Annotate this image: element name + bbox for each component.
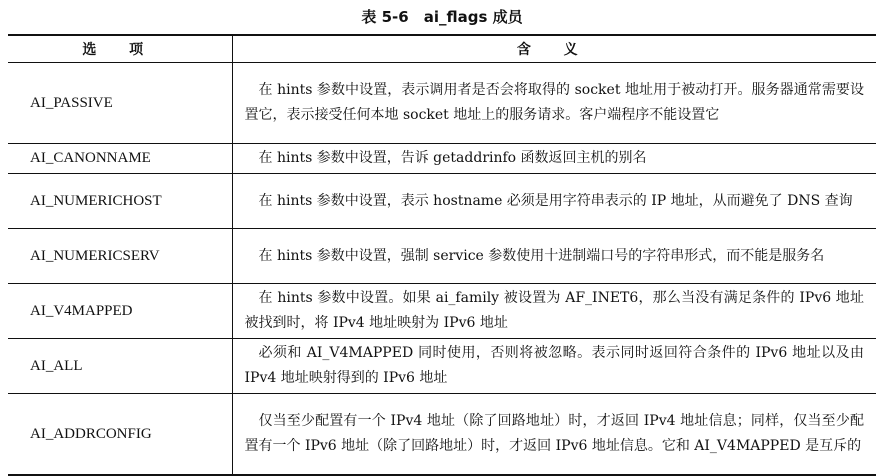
table-caption: 表 5-6 ai_flags 成员 <box>361 8 523 26</box>
option-cell: AI_CANONNAME <box>8 144 232 174</box>
option-cell: AI_ALL <box>8 339 232 394</box>
meaning-cell: 在 hints 参数中设置，强制 service 参数使用十进制端口号的字符串形式，而不能是服务名 <box>232 229 876 284</box>
meaning-cell: 仅当至少配置有一个 IPv4 地址（除了回路地址）时，才返回 IPv4 地址信息；同样，仅当至少配置有一个 IPv6 地址（除了回路地址）时，才返回 IPv6 地址信息。它和 AI_V4MAPPED 是互斥的 <box>232 394 876 476</box>
table-header-row <box>8 35 876 63</box>
meaning-cell: 在 hints 参数中设置。如果 ai_family 被设置为 AF_INET6，那么当没有满足条件的 IPv6 地址被找到时，将 IPv4 地址映射为 IPv6 地址 <box>232 284 876 339</box>
option-cell: AI_ADDRCONFIG <box>8 394 232 476</box>
table-row <box>8 63 876 144</box>
table-row <box>8 339 876 394</box>
table-row <box>8 174 876 229</box>
meaning-cell: 必须和 AI_V4MAPPED 同时使用，否则将被忽略。表示同时返回符合条件的 IPv6 地址以及由 IPv4 地址映射得到的 IPv6 地址 <box>232 339 876 394</box>
table-row <box>8 284 876 339</box>
option-cell: AI_V4MAPPED <box>8 284 232 339</box>
table-row <box>8 394 876 476</box>
option-cell: AI_NUMERICSERV <box>8 229 232 284</box>
table-row <box>8 144 876 174</box>
meaning-cell: 在 hints 参数中设置，告诉 getaddrinfo 函数返回主机的别名 <box>232 144 876 174</box>
option-cell: AI_PASSIVE <box>8 63 232 144</box>
header-meaning: 含 义 <box>232 35 876 63</box>
header-option: 选 项 <box>8 35 232 63</box>
ai-flags-table <box>8 34 876 476</box>
option-cell: AI_NUMERICHOST <box>8 174 232 229</box>
table-row <box>8 229 876 284</box>
meaning-cell: 在 hints 参数中设置，表示 hostname 必须是用字符串表示的 IP 地址，从而避免了 DNS 查询 <box>232 174 876 229</box>
meaning-cell: 在 hints 参数中设置，表示调用者是否会将取得的 socket 地址用于被动打开。服务器通常需要设置它，表示接受任何本地 socket 地址上的服务请求。客户端程序不能设置它 <box>232 63 876 144</box>
